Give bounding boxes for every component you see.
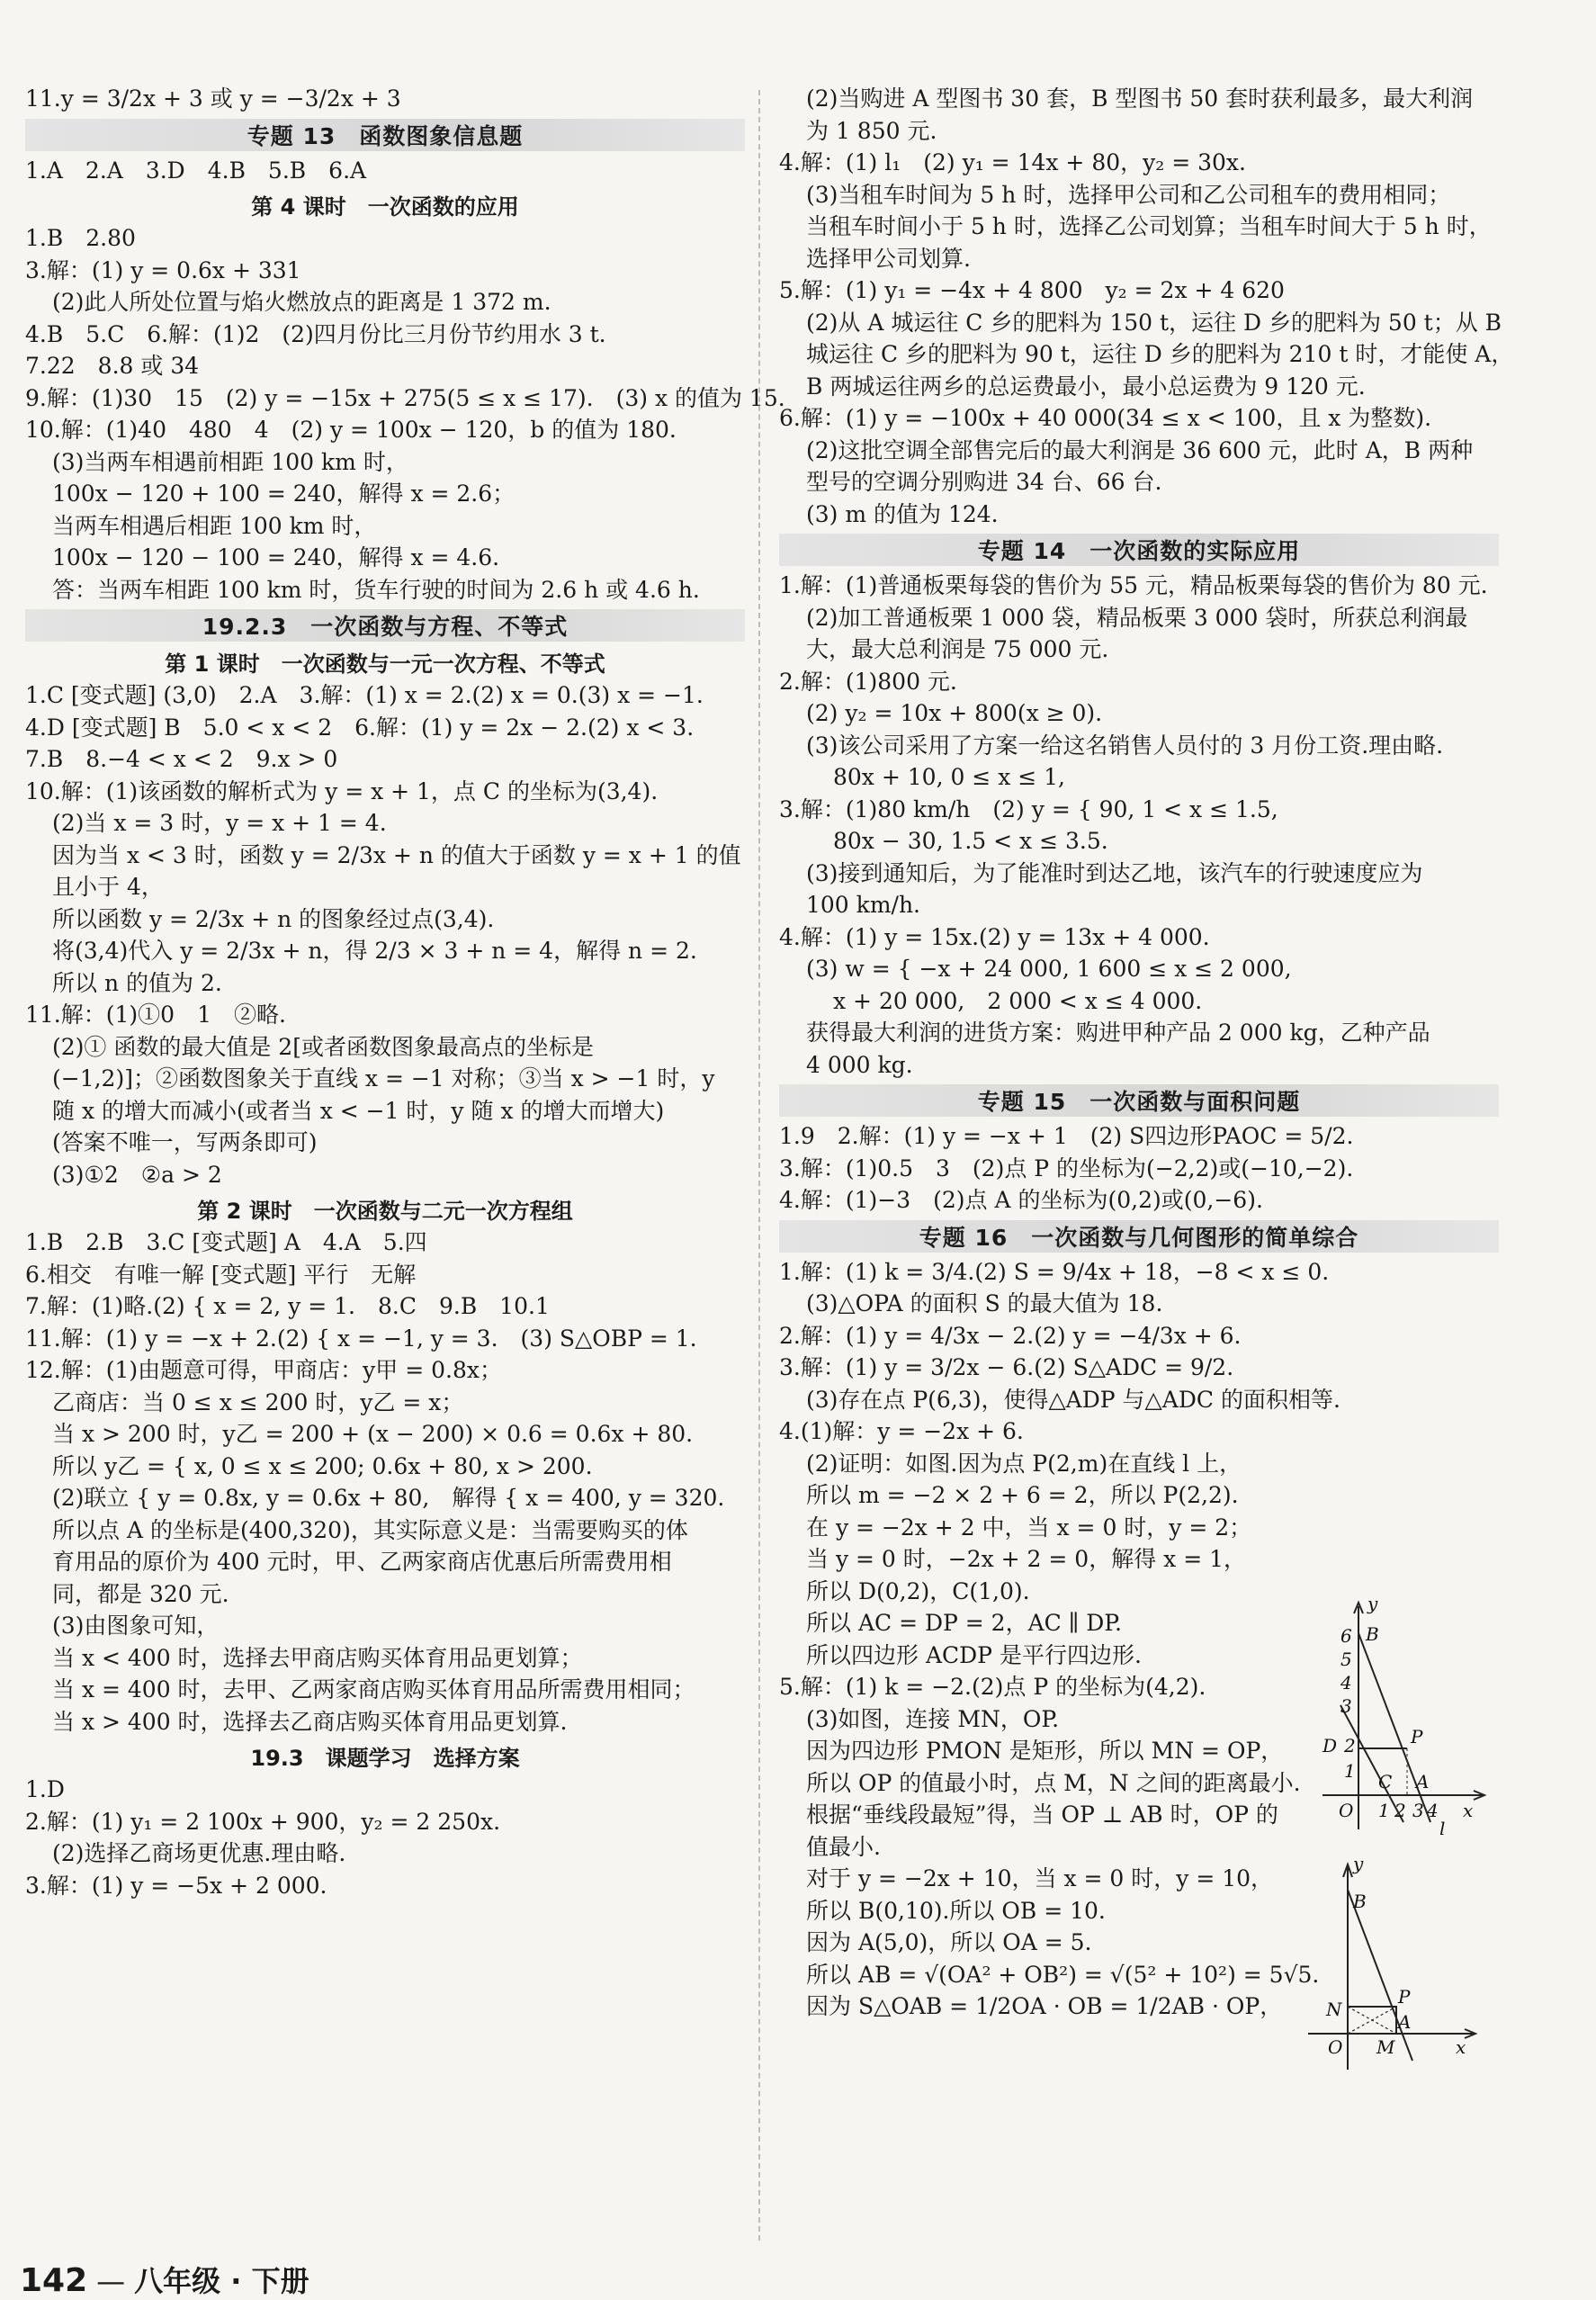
fig1-label-C: C [1378,1771,1393,1792]
left-answer-line: (3)当两车相遇前相距 100 km 时， [52,448,408,475]
right-answer-line: 3.解：(1)80 km/h (2) y = { 90, 1 < x ≤ 1.5, [779,795,1278,822]
left-answer-line: 当 x = 400 时，去甲、乙两家商店购买体育用品所需费用相同； [52,1676,695,1703]
right-answer-line: 4.解：(1) l₁ (2) y₁ = 14x + 80，y₂ = 30x. [779,149,1246,175]
right-answer-line: 所以 m = −2 × 2 + 6 = 2，所以 P(2,2). [806,1482,1239,1508]
right-answer-line: (3)存在点 P(6,3)，使得△ADP 与△ADC 的面积相等. [806,1386,1340,1413]
right-answer-line: 5.解：(1) y₁ = −4x + 4 800 y₂ = 2x + 4 620 [779,277,1285,303]
fig2-label-y: y [1353,1854,1364,1874]
right-answer-line: 100 km/h. [806,892,920,918]
right-answer-line: (3)当租车时间为 5 h 时，选择甲公司和乙公司租车的费用相同； [806,181,1451,208]
right-answer-line: 3.解：(1)0.5 3 (2)点 P 的坐标为(−2,2)或(−10,−2). [779,1154,1354,1181]
right-answer-line: 80x + 10, 0 ≤ x ≤ 1, [833,764,1065,790]
left-answer-line: 10.解：(1)40 480 4 (2) y = 100x − 120，b 的值为 180. [25,417,677,443]
fig1-label-6: 6 [1340,1625,1352,1647]
right-answer-line: 在 y = −2x + 2 中，当 x = 0 时，y = 2； [806,1514,1252,1541]
left-answer-line: 所以 n 的值为 2. [52,969,222,996]
left-answer-line: 11.解：(1) y = −x + 2.(2) { x = −1, y = 3. (3) S△OBP = 1. [25,1325,697,1352]
right-answer-line: (3)接到通知后，为了能准时到达乙地，该汽车的行驶速度应为 [806,859,1423,886]
left-answer-line: (3)由图象可知， [52,1613,220,1639]
right-answer-line: 4.解：(1)−3 (2)点 A 的坐标为(0,2)或(0,−6). [779,1187,1263,1213]
right-answer-line: 因为 S△OAB = 1/2OA · OB = 1/2AB · OP， [806,1993,1283,2019]
right-answer-line: 所以 AB = √(OA² + OB²) = √(5² + 10²) = 5√5. [806,1961,1320,1988]
right-answer-line: (3)如图，连接 MN，OP. [806,1705,1060,1732]
left-answer-line: (3)①2 ②a > 2 [52,1161,222,1188]
fig1-label-5: 5 [1340,1649,1352,1670]
right-answer-line: 所以四边形 ACDP 是平行四边形. [806,1641,1142,1668]
left-answer-line: 所以 y乙 = { x, 0 ≤ x ≤ 200; 0.6x + 80, x > 200. [52,1452,593,1479]
right-answer-line: (3) w = { −x + 24 000, 1 600 ≤ x ≤ 2 000, [806,956,1292,982]
fig1-label-x3: 3 [1412,1800,1424,1821]
section-heading: 专题 13 函数图象信息题 [25,119,745,151]
right-answer-line: 2.解：(1)800 元. [779,668,957,695]
right-answer-line: 当租车时间小于 5 h 时，选择乙公司划算；当租车时间大于 5 h 时， [806,213,1492,239]
right-answer-line: (2)这批空调全部售完后的最大利润是 36 600 元，此时 A，B 两种 [806,436,1474,463]
left-answer-line: 6.相交 有唯一解 [变式题] 平行 无解 [25,1261,417,1288]
left-answer-line: 10.解：(1)该函数的解析式为 y = x + 1，点 C 的坐标为(3,4). [25,777,659,804]
left-answer-line: 同，都是 320 元. [52,1580,229,1607]
right-answer-line: 型号的空调分别购进 34 台、66 台. [806,469,1162,495]
section-heading: 19.2.3 一次函数与方程、不等式 [25,609,745,642]
right-answer-line: (2)证明：如图.因为点 P(2,m)在直线 l 上， [806,1450,1242,1477]
left-answer-line: 当 x < 400 时，选择去甲商店购买体育用品更划算； [52,1644,583,1671]
left-answer-line: 1.B 2.B 3.C [变式题] A 4.A 5.四 [25,1229,427,1255]
fig1-label-4: 4 [1340,1672,1352,1694]
right-answer-line: 所以 OP 的值最小时，点 M，N 之间的距离最小. [806,1769,1301,1796]
fig1-label-y: y [1367,1597,1378,1614]
right-answer-line: 城运往 C 乡的肥料为 90 t，运往 D 乡的肥料为 210 t 时，才能使 A， [806,341,1514,367]
line-ab [1348,1890,1412,2061]
right-answer-line: B 两城运往两乡的总运费最小，最小总运费为 9 120 元. [806,373,1366,400]
page-footer [20,2259,309,2300]
left-answer-line: 7.解：(1)略.(2) { x = 2, y = 1. 8.C 9.B 10.1 [25,1293,550,1319]
left-answer-line: 乙商店：当 0 ≤ x ≤ 200 时，y乙 = x； [52,1388,464,1415]
right-answer-line: 3.解：(1) y = 3/2x − 6.(2) S△ADC = 9/2. [779,1354,1234,1380]
left-answer-line: 随 x 的增大而减小(或者当 x < −1 时，y 随 x 的增大而增大) [52,1097,665,1124]
fig1-label-l: l [1439,1818,1446,1839]
left-answer-line: (2)此人所处位置与焰火燃放点的距离是 1 372 m. [52,289,551,315]
left-answer-line: (−1,2)]；②函数图象关于直线 x = −1 对称；③当 x > −1 时，y [52,1065,715,1092]
right-answer-line: 对于 y = −2x + 10，当 x = 0 时，y = 10， [806,1865,1274,1891]
fig1-label-O: O [1339,1800,1354,1821]
fig2-label-P: P [1398,1986,1411,2008]
left-answer-line: 2.解：(1) y₁ = 2 100x + 900，y₂ = 2 250x. [25,1808,501,1835]
right-answer-line: 4.解：(1) y = 15x.(2) y = 13x + 4 000. [779,923,1210,950]
fig2-label-x: x [1456,2036,1466,2058]
left-answer-line: 所以函数 y = 2/3x + n 的图象经过点(3,4). [52,905,495,932]
left-answer-line: 7.B 8.−4 < x < 2 9.x > 0 [25,746,338,772]
fig1-label-P: P [1411,1726,1423,1747]
right-answer-line: 当 y = 0 时，−2x + 2 = 0，解得 x = 1， [806,1546,1247,1572]
left-answer-line: 当 x > 400 时，选择去乙商店购买体育用品更划算. [52,1708,568,1735]
left-answer-line: (2)选择乙商场更优惠.理由略. [52,1840,346,1866]
left-answer-line: 4.D [变式题] B 5.0 < x < 2 6.解：(1) y = 2x − 2.(2) x < 3. [25,714,695,741]
left-answer-line: (2)联立 { y = 0.8x, y = 0.6x + 80, 解得 { x = 400, y = 320. [52,1485,725,1511]
fig1-label-x: x [1463,1800,1474,1821]
lesson-heading: 19.3 课题学习 选择方案 [250,1745,520,1771]
grade-label: 八年级 · 下册 [134,2264,309,2298]
left-answer-line: 1.A 2.A 3.D 4.B 5.B 6.A [25,157,367,184]
left-answer-line: 因为当 x < 3 时，函数 y = 2/3x + n 的值大于函数 y = x + 1 的值 [52,841,741,868]
fig2-label-M: M [1376,2036,1395,2058]
left-answer-line: 育用品的原价为 400 元时，甲、乙两家商店优惠后所需费用相 [52,1549,672,1575]
right-answer-line: 为 1 850 元. [806,117,937,144]
fig2-label-O: O [1328,2036,1343,2058]
right-answer-line: 5.解：(1) k = −2.(2)点 P 的坐标为(4,2). [779,1674,1206,1700]
left-answer-line: 11.解：(1)①0 1 ②略. [25,1002,286,1028]
left-answer-line: 12.解：(1)由题意可得，甲商店：y甲 = 0.8x； [25,1357,502,1383]
section-heading: 专题 14 一次函数的实际应用 [779,534,1499,566]
right-answer-line: 值最小. [806,1833,881,1860]
left-answer-line: 7.22 8.8 或 34 [25,353,200,379]
lesson-heading: 第 4 课时 一次函数的应用 [251,193,519,220]
fig1-label-2: 2 [1344,1735,1356,1756]
right-answer-line: (2) y₂ = 10x + 800(x ≥ 0). [806,700,1103,726]
right-answer-line: (2)加工普通板栗 1 000 袋，精品板栗 3 000 袋时，所获总利润最 [806,604,1468,631]
right-answer-line: (2)当购进 A 型图书 30 套，B 型图书 50 套时获利最多，最大利润 [806,85,1474,112]
left-answer-line: 100x − 120 − 100 = 240，解得 x = 4.6. [52,544,500,571]
left-answer-line: 且小于 4， [52,874,164,900]
fig1-label-D: D [1323,1735,1338,1756]
right-answer-line: 所以 D(0,2)，C(1,0). [806,1577,1030,1604]
fig1-label-x2: 2 [1394,1800,1406,1821]
lesson-heading: 第 1 课时 一次函数与一元一次方程、不等式 [165,651,605,677]
right-answer-line: (3)△OPA 的面积 S 的最大值为 18. [806,1290,1163,1316]
left-answer-line: 11.y = 3/2x + 3 或 y = −3/2x + 3 [25,85,401,112]
left-answer-line: 3.解：(1) y = −5x + 2 000. [25,1872,327,1899]
left-answer-line: 答：当两车相距 100 km 时，货车行驶的时间为 2.6 h 或 4.6 h. [52,576,700,603]
figure-problem-4 [1305,1597,1498,1840]
right-answer-line: 80x − 30, 1.5 < x ≤ 3.5. [833,828,1108,854]
fig1-label-x1: 1 [1378,1800,1390,1821]
fig2-label-B: B [1353,1891,1367,1912]
left-answer-line: (答案不唯一，写两条即可) [52,1129,318,1155]
right-answer-line: 因为 A(5,0)，所以 OA = 5. [806,1929,1092,1955]
left-column [25,83,785,1901]
fig1-label-x4: 4 [1427,1800,1439,1821]
left-answer-line: 1.B 2.80 [25,225,136,251]
left-answer-line: (2)① 函数的最大值是 2[或者函数图象最高点的坐标是 [52,1033,594,1060]
right-answer-line: 4.(1)解：y = −2x + 6. [779,1418,1024,1444]
column-divider [758,90,760,2241]
footer-dash: — [96,2264,126,2298]
left-answer-line: 9.解：(1)30 15 (2) y = −15x + 275(5 ≤ x ≤ 17). (3) x 的值为 15. [25,384,785,411]
left-answer-line: 3.解：(1) y = 0.6x + 331 [25,256,301,283]
right-answer-line: (3)该公司采用了方案一给这名销售人员付的 3 月份工资.理由略. [806,732,1444,759]
right-answer-line: 1.9 2.解：(1) y = −x + 1 (2) S四边形PAOC = 5/2. [779,1123,1354,1149]
right-answer-line: 选择甲公司划算. [806,245,971,272]
right-answer-line: 所以 AC = DP = 2，AC ∥ DP. [806,1610,1122,1636]
section-heading: 专题 16 一次函数与几何图形的简单综合 [779,1220,1499,1253]
fig1-label-1: 1 [1344,1760,1356,1782]
right-answer-line: 根据“垂线段最短”得，当 OP ⊥ AB 时，OP 的 [806,1801,1278,1828]
right-answer-line: (2)从 A 城运往 C 乡的肥料为 150 t，运往 D 乡的肥料为 50 t；从 B [806,309,1502,336]
section-heading: 专题 15 一次函数与面积问题 [779,1084,1499,1117]
left-answer-line: 4.B 5.C 6.解：(1)2 (2)四月份比三月份节约用水 3 t. [25,320,606,347]
left-answer-line: 当 x > 200 时，y乙 = 200 + (x − 200) × 0.6 = 0.6x + 80. [52,1421,694,1447]
figure-problem-5 [1296,1854,1484,2079]
fig2-label-N: N [1326,1999,1342,2020]
left-answer-line: (2)当 x = 3 时，y = x + 1 = 4. [52,810,387,836]
fig2-label-A: A [1398,2011,1412,2033]
right-answer-line: x + 20 000, 2 000 < x ≤ 4 000. [833,987,1203,1014]
right-answer-line: 大，最大总利润是 75 000 元. [806,636,1109,662]
right-answer-line: 所以 B(0,10).所以 OB = 10. [806,1897,1106,1924]
left-answer-line: 1.C [变式题] (3,0) 2.A 3.解：(1) x = 2.(2) x = 0.(3) x = −1. [25,682,704,708]
left-answer-line: 当两车相遇后相距 100 km 时， [52,512,377,539]
right-answer-line: 4 000 kg. [806,1051,913,1078]
left-answer-line: 100x − 120 + 100 = 240，解得 x = 2.6； [52,481,516,507]
lesson-heading: 第 2 课时 一次函数与二元一次方程组 [197,1198,573,1224]
fig1-label-A: A [1416,1771,1430,1792]
page-number: 142 [20,2262,88,2299]
right-answer-line: 1.解：(1) k = 3/4.(2) S = 9/4x + 18，−8 < x ≤ 0. [779,1258,1330,1285]
right-answer-line: 1.解：(1)普通板栗每袋的售价为 55 元，精品板栗每袋的售价为 80 元. [779,572,1488,598]
right-answer-line: 因为四边形 PMON 是矩形，所以 MN = OP， [806,1738,1284,1764]
fig1-label-3: 3 [1340,1695,1352,1717]
right-answer-line: 6.解：(1) y = −100x + 40 000(34 ≤ x < 100，且 x 为整数). [779,405,1432,431]
left-answer-line: 1.D [25,1776,65,1802]
right-answer-line: 获得最大利润的进货方案：购进甲种产品 2 000 kg，乙种产品 [806,1020,1430,1046]
right-answer-line: (3) m 的值为 124. [806,500,999,527]
fig1-label-B: B [1366,1623,1379,1645]
left-answer-line: 将(3,4)代入 y = 2/3x + n，得 2/3 × 3 + n = 4，解得 n = 2. [52,938,697,964]
right-answer-line: 2.解：(1) y = 4/3x − 2.(2) y = −4/3x + 6. [779,1322,1242,1349]
left-answer-line: 所以点 A 的坐标是(400,320)，其实际意义是：当需要购买的体 [52,1516,688,1543]
